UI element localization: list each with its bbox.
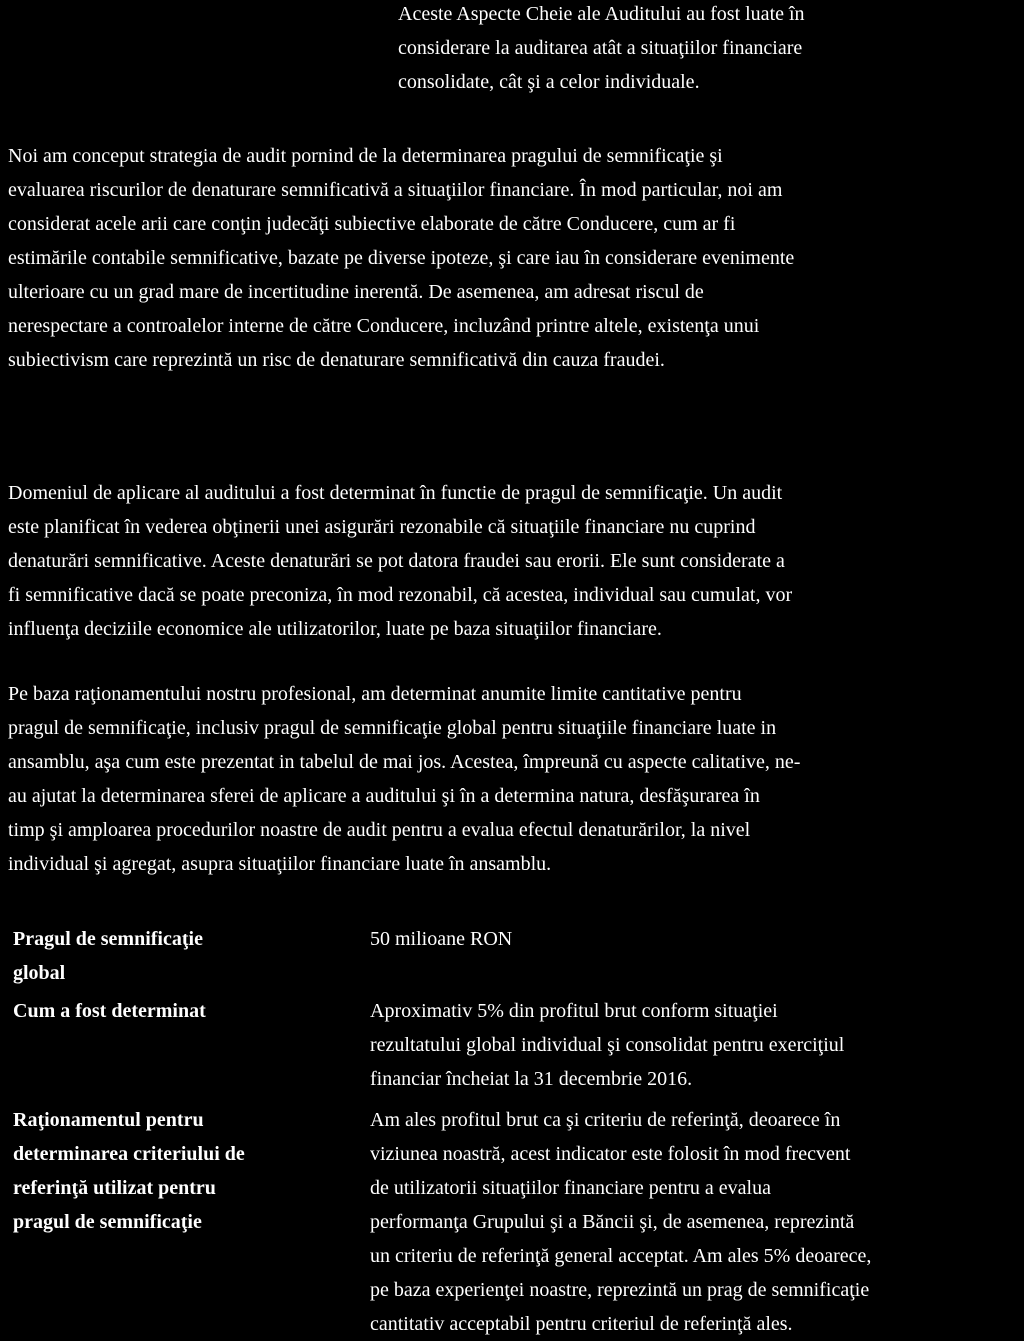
intro-paragraph: Aceste Aspecte Cheie ale Auditului au fost luate în considerare la auditarea atât a situaţiilor financiare consolidate, cât şi a celor individuale. xyxy=(398,3,805,93)
materiality-rationale-label: Raţionamentul pentru determinarea criteriului de referinţă utilizat pentru pragul de semnificaţie xyxy=(13,1109,245,1233)
materiality-method-value: Aproximativ 5% din profitul brut conform situaţiei rezultatului global individual şi consolidat pentru exerciţiul financiar încheiat la 31 decembrie 2016. xyxy=(370,1000,845,1090)
materiality-global-label: Pragul de semnificaţie global xyxy=(13,928,203,984)
audit-scope-paragraph: Domeniul de aplicare al auditului a fost determinat în functie de pragul de semnificaţie. Un audit este planificat în vederea obţinerii unei asigurări rezonabile că situaţiile financiare nu cuprind denaturări semnificative. Aceste denaturări se pot datora fraudei sau erorii. Ele sunt considerate a fi semnificative dacă se poate preconiza, în mod rezonabil, că acestea, individual sau cumulat, vor influenţa deciziile economice ale utilizatorilor, luate pe baza situaţiilor financiare. xyxy=(8,482,793,640)
materiality-rationale-value: Am ales profitul brut ca şi criteriu de referinţă, deoarece în viziunea noastră, acest indicator este folosit în mod frecvent de utilizatorii situaţiilor financiare pentru a evalua performanţa Grupului şi a Băncii şi, de asemenea, reprezintă un criteriu de referinţă general acceptat. Am ales 5% deoarece, pe baza experienţei noastre, reprezintă un prag de semnificaţie cantitativ acceptabil pentru criteriul de referinţă ales. xyxy=(370,1109,872,1335)
materiality-global-value: 50 milioane RON xyxy=(370,928,513,950)
materiality-method-label: Cum a fost determinat xyxy=(13,1000,206,1022)
professional-judgement-paragraph: Pe baza raţionamentului nostru profesional, am determinat anumite limite cantitative pentru pragul de semnificaţie, inclusiv pragul de semnificaţie global pentru situaţiile financiare luate in ansamblu, aşa cum este prezentat in tabelul de mai jos. Acestea, împreună cu aspecte calitative, ne- au ajutat la determinarea sferei de aplicare a auditului şi în a determina natura, desfăşurarea în timp şi amploarea procedurilor noastre de audit pentru a evalua efectul denaturărilor, la nivel individual şi agregat, asupra situaţiilor financiare luate în ansamblu. xyxy=(8,683,801,875)
audit-strategy-paragraph: Noi am conceput strategia de audit pornind de la determinarea pragului de semnificaţie şi evaluarea riscurilor de denaturare semnificativă a situaţiilor financiare. În mod particular, noi am considerat acele arii care conţin judecăţi subiective elaborate de către Conducere, cum ar fi estimările contabile semnificative, bazate pe diverse ipoteze, şi care iau în considerare evenimente ulterioare cu un grad mare de incertitudine inerentă. De asemenea, am adresat riscul de nerespectare a controalelor interne de către Conducere, incluzând printre altele, existenţa unui subiectivism care reprezintă un risc de denaturare semnificativă din cauza fraudei. xyxy=(8,145,795,371)
